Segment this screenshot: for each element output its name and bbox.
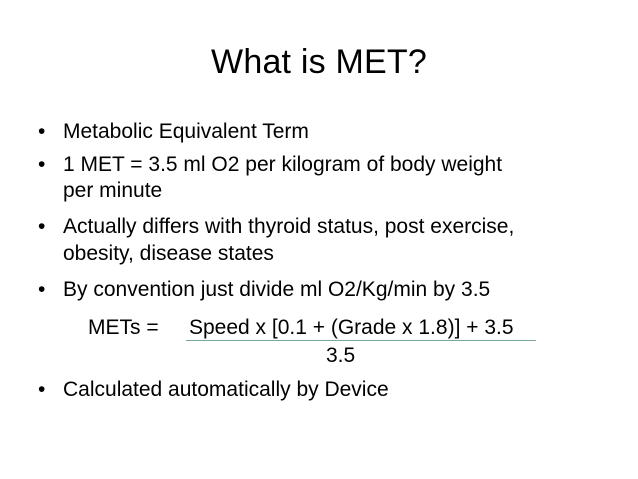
bullet-text-continuation: per minute	[63, 179, 163, 202]
bullet-text: By convention just divide ml O2/Kg/min by 3.5	[63, 278, 491, 301]
bullet-marker: •	[38, 153, 46, 176]
bullet-marker: •	[38, 378, 46, 401]
formula-denominator: 3.5	[326, 344, 356, 367]
bullet-marker: •	[38, 120, 46, 143]
formula-numerator: Speed x [0.1 + (Grade x 1.8)] + 3.5	[189, 316, 514, 339]
bullet-marker: •	[38, 278, 46, 301]
bullet-text: 1 MET = 3.5 ml O2 per kilogram of body weight	[63, 153, 503, 176]
bullet-text: Metabolic Equivalent Term	[63, 120, 309, 143]
slide-title: What is MET?	[211, 43, 427, 81]
bullet-marker: •	[38, 215, 46, 238]
formula-label: METs =	[88, 316, 159, 339]
bullet-text: Actually differs with thyroid status, post exercise,	[63, 215, 515, 238]
bullet-text-continuation: obesity, disease states	[63, 242, 274, 265]
bullet-text: Calculated automatically by Device	[63, 378, 389, 401]
fraction-bar	[186, 340, 536, 341]
